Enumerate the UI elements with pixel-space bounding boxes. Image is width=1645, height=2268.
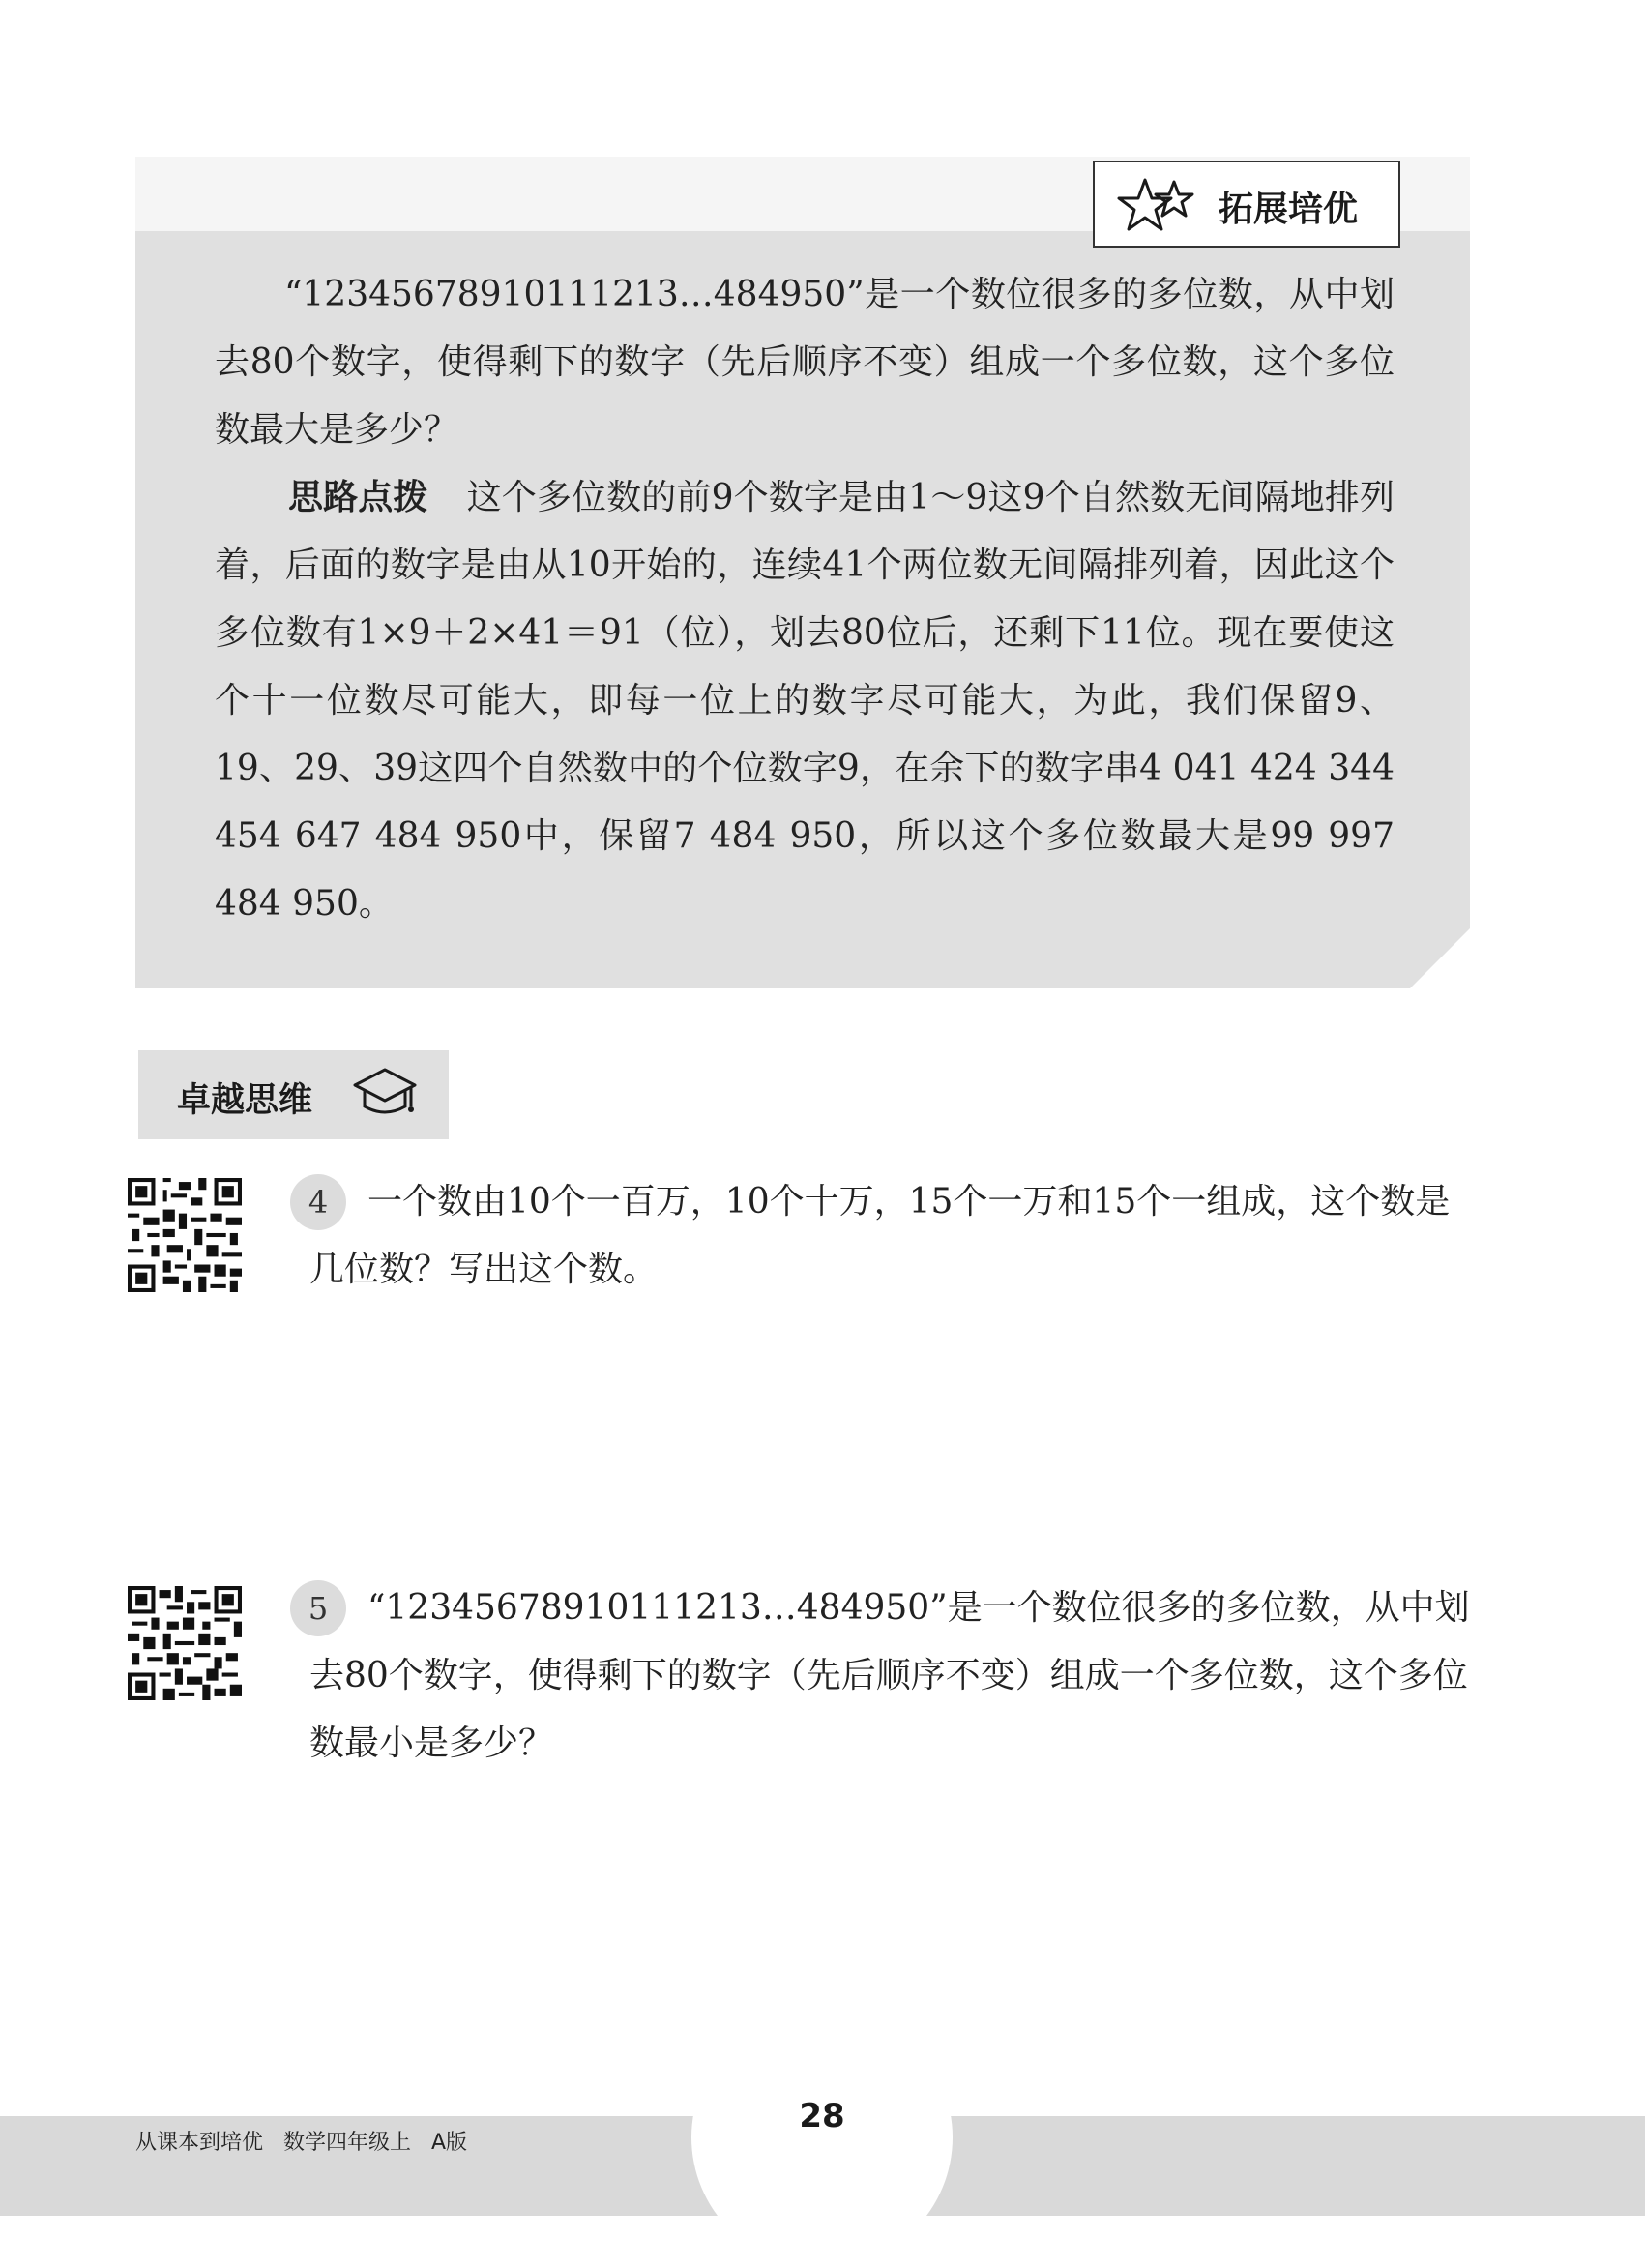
stars-icon — [1116, 176, 1197, 236]
extension-title-box — [1093, 161, 1400, 248]
question-number: 5 — [290, 1580, 346, 1636]
question-text: 一个数由10个一百万，10个十万，15个一万和15个一组成，这个数是几位数？写出这个数。 — [309, 1182, 1451, 1289]
excellence-title: 卓越思维 — [177, 1081, 313, 1120]
extension-title: 拓展培优 — [1219, 190, 1359, 229]
question-text: “12345678910111213…484950”是一个数位很多的多位数，从中划去80个数字，使得剩下的数字（先后顺序不变）组成一个多位数，这个多位数最小是多少？ — [309, 1588, 1470, 1763]
hint-text: 这个多位数的前9个数字是由1～9这9个自然数无间隔地排列着，后面的数字是由从10开始的，连续41个两位数无间隔排列着，因此这个多位数有1×9＋2×41＝91（位），划去80位后，还剩下11位。现在要使这个十一位数尽可能大，即每一位上的数字尽可能大，为此，我们保留9、19、29、39这四个自然数中的个位数字9，在余下的数字串4 041 424 344 454 647 484 950中，保留7 484 950，所以这个多位数最大是99 997 484 950。 — [215, 478, 1395, 924]
footer-page-circle — [691, 2007, 953, 2268]
graduation-cap-icon — [351, 1062, 419, 1126]
hint-label: 思路点拨 — [288, 478, 428, 517]
footer-book-info: 从课本到培优 数学四年级上 A版 — [135, 2131, 468, 2155]
question-number: 4 — [290, 1174, 346, 1230]
page-number: 28 — [799, 2097, 845, 2135]
qr-code-icon[interactable] — [128, 1178, 242, 1292]
qr-code-icon[interactable] — [128, 1586, 242, 1700]
extension-problem: “12345678910111213…484950”是一个数位很多的多位数，从中划去80个数字，使得剩下的数字（先后顺序不变）组成一个多位数，这个多位数最大是多少？ — [215, 275, 1395, 450]
excellence-title-box — [138, 1050, 449, 1139]
hint-paragraph — [215, 464, 1395, 938]
